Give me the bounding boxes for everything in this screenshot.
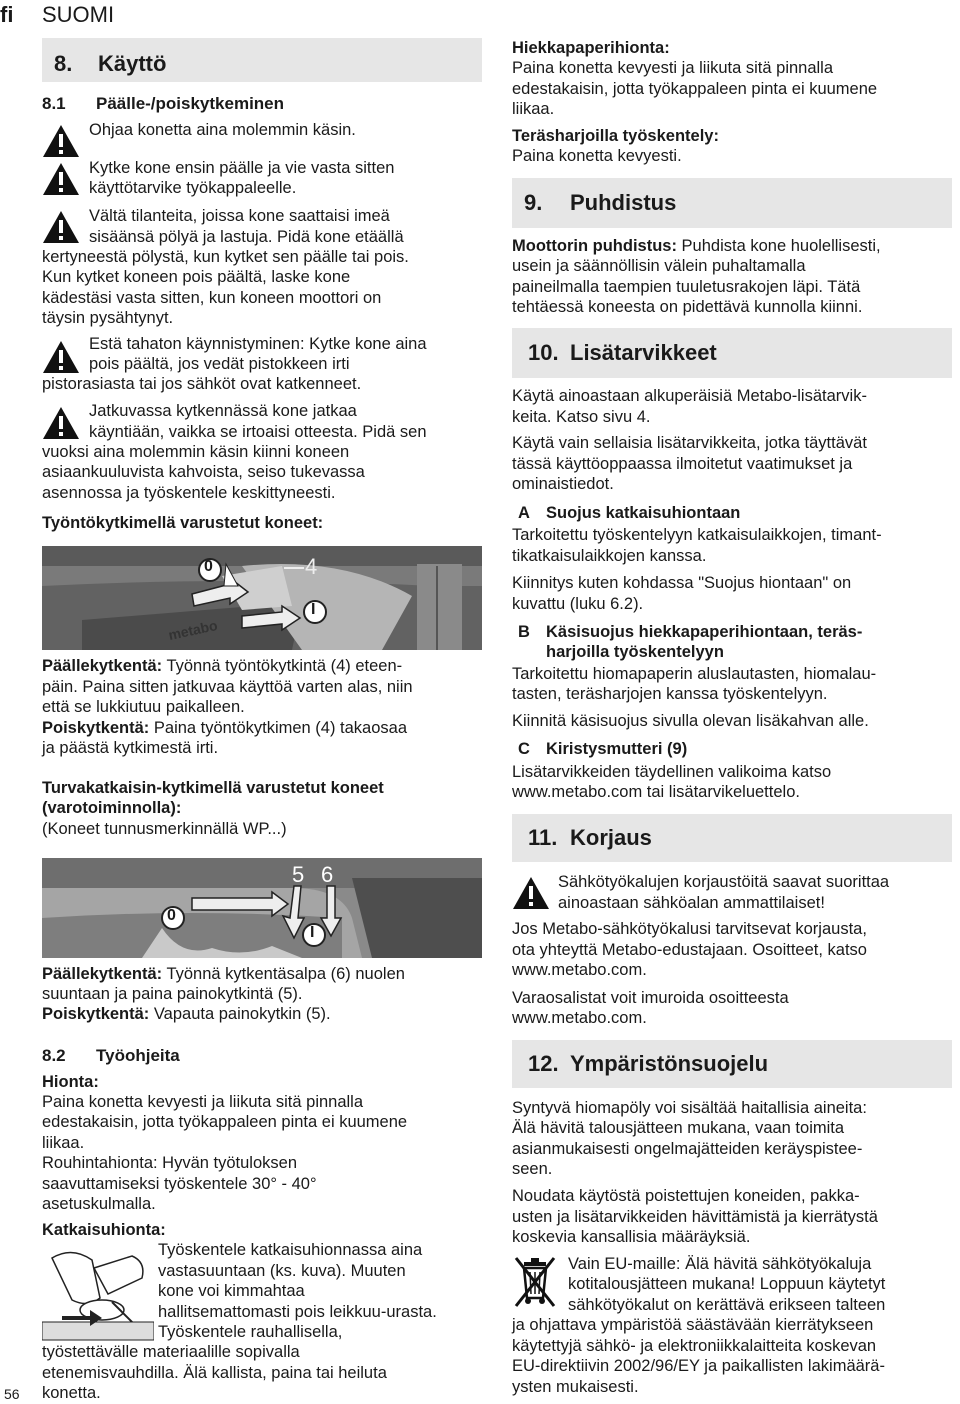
warning-text-5b: käyntiään, vaikka se irtoaisi otteesta. Pidä sen (89, 423, 427, 441)
accessory-a-text-3: Kiinnitys kuten kohdassa "Suojus hiontaan" on (512, 574, 852, 592)
latch-number-label: 6 (321, 862, 334, 887)
switch-number-label: 4 (305, 554, 318, 579)
motor-cleaning-text-2: usein ja säännöllisin välein puhaltamalla (512, 257, 806, 275)
text: Paina työntökytkimen (4) takaosaa (149, 719, 408, 737)
rough-grinding-text-2: saavuttamiseksi työskentele 30° - 40° (42, 1175, 317, 1193)
eu-notice-5: käytettyjä sähkö- ja elektroniikkalaitteita koskevan (512, 1337, 877, 1355)
language-code: fi (0, 2, 14, 27)
accessory-a-heading (518, 503, 740, 524)
safety-switch-heading-2: (varotoiminnolla): (42, 799, 182, 817)
off-symbol: 0 (167, 907, 176, 924)
accessory-b-text-2: tasten, teräsharjojen kanssa työskentelyyn. (512, 685, 828, 703)
subsection-8-1-number: 8.1 (42, 94, 66, 113)
subsection-8-2-title: Työohjeita (96, 1046, 180, 1065)
warning-text-4c: pistorasiasta tai jos sähköt ovat katkenneet. (42, 375, 362, 393)
warning-text-2b: käyttötarvike työkappaleelle. (89, 179, 297, 197)
section-9-heading (512, 178, 952, 228)
label: Päällekytkentä: (42, 657, 163, 675)
accessories-text-2: keita. Katso sivu 4. (512, 408, 651, 426)
cutting-text-2: vastasuuntaan (ks. kuva). Muuten (158, 1262, 406, 1280)
lever-number-label: 5 (292, 862, 305, 887)
section-number: 8. (54, 51, 73, 76)
cutting-heading: Katkaisuhionta: (42, 1221, 166, 1239)
warning-text-1: Ohjaa konetta aina molemmin käsin. (89, 121, 356, 139)
environment-text-4: seen. (512, 1160, 553, 1178)
warning-text-3e: kädestäsi vasta sitten, kun koneen moottori on (42, 289, 382, 307)
switch-on-text-1 (42, 656, 402, 677)
section-title: Käyttö (98, 51, 167, 76)
grinding-text-3: liikaa. (42, 1134, 85, 1152)
letter: A (518, 504, 530, 522)
text: Puhdista kone huolellisesti, (676, 237, 881, 255)
accessory-b-text-3: Kiinnitä käsisuojus sivulla olevan lisäkahvan alle. (512, 712, 869, 730)
section-title: Lisätarvikkeet (570, 340, 717, 365)
accessories-text-4: tässä käyttöoppaassa ilmoitetut vaatimukset ja (512, 455, 853, 473)
brand-logo: metabo (166, 616, 219, 644)
environment-text-7: koskevia kansallisia määräyksiä. (512, 1228, 751, 1246)
safety-switch-photo (42, 858, 482, 958)
accessory-a-text-4: kuvattu (luku 6.2). (512, 595, 644, 613)
accessory-c-text-2: www.metabo.com tai lisätarvikeluettelo. (512, 783, 800, 801)
accessory-b-heading-2: harjoilla työskentelyyn (546, 643, 724, 661)
warning-icon (42, 406, 80, 440)
eu-notice-2: kotitalousjätteen mukana! Loppuun käytetyt (568, 1275, 886, 1293)
title: Käsisuojus hiekkapaperihiontaan, teräs- (546, 623, 863, 641)
eu-notice-3: sähkötyökalut on kerättävä erikseen talteen (568, 1296, 886, 1314)
off-symbol: 0 (204, 558, 213, 575)
label: Poiskytkentä: (42, 719, 150, 737)
warning-text-3d: Kun kytket koneen pois päältä, laske kone (42, 268, 351, 286)
on-symbol: I (311, 601, 316, 618)
warning-icon (42, 162, 80, 196)
warning-text-5d: asiaankuuluvista kahvoista, seiso tukevassa (42, 463, 365, 481)
section-number: 10. (528, 340, 559, 365)
rough-grinding-text-1: Rouhintahionta: Hyvän työtuloksen (42, 1154, 297, 1172)
text: Työnnä kytkentäsalpa (6) nuolen (162, 965, 405, 983)
warning-icon (42, 124, 80, 158)
section-title: Puhdistus (570, 190, 677, 215)
safety-off-text (42, 1004, 331, 1025)
cutting-text-7: etenemisvauhdilla. Älä kallista, paina tai heiluta (42, 1364, 387, 1382)
title: Kiristysmutteri (9) (546, 740, 688, 758)
section-11-heading (512, 814, 952, 862)
safety-on-text-2: suuntaan ja paina painokytkintä (5). (42, 985, 303, 1003)
accessories-text-1: Käytä ainoastaan alkuperäisiä Metabo-lisätarvik- (512, 387, 867, 405)
slide-switch-photo (42, 546, 482, 650)
section-10-heading (512, 328, 952, 378)
repair-text-3: www.metabo.com. (512, 961, 647, 979)
grinding-text-2: edestakaisin, jotta työkappaleen pinta ei kuumene (42, 1113, 408, 1131)
switch-on-text-3: että se lukkiutuu paikalleen. (42, 698, 245, 716)
section-12-heading (512, 1040, 952, 1088)
warning-text-5e: asennossa ja työskentele keskittyneesti. (42, 484, 336, 502)
cutting-text-6: työstettävälle materiaalille sopivalla (42, 1343, 300, 1361)
warning-text-4b: pois päältä, jos vedät pistokkeen irti (89, 355, 350, 373)
sandpaper-text-1: Paina konetta kevyesti ja liikuta sitä pinnalla (512, 59, 834, 77)
page-number: 56 (4, 1386, 20, 1402)
accessories-text-5: ominaistiedot. (512, 475, 614, 493)
subsection-8-2-number: 8.2 (42, 1046, 66, 1065)
section-title: Korjaus (570, 825, 652, 850)
text: Työnnä työntökytkintä (4) eteen- (162, 657, 403, 675)
warning-icon (42, 210, 80, 244)
accessories-text-3: Käytä vain sellaisia lisätarvikkeita, jotka täyttävät (512, 434, 867, 452)
repair-text-4: Varaosalistat voit imuroida osoitteesta (512, 989, 789, 1007)
motor-cleaning-text-1 (512, 236, 881, 257)
warning-text-5a: Jatkuvassa kytkennässä kone jatkaa (89, 402, 357, 420)
eu-notice-7: ysten mukaisesti. (512, 1378, 639, 1396)
wire-brush-heading: Teräsharjoilla työskentely: (512, 127, 719, 145)
wire-brush-text: Paina konetta kevyesti. (512, 147, 682, 165)
environment-text-2: Älä hävitä talousjätteen mukana, vaan toimita (512, 1119, 845, 1137)
title: Suojus katkaisuhiontaan (546, 504, 741, 522)
eu-notice-4: ja ohjattava ympäristöä säästävään kierrätykseen (512, 1316, 874, 1334)
warning-text-2a: Kytke kone ensin päälle ja vie vasta sitten (89, 159, 395, 177)
label: Päällekytkentä: (42, 965, 163, 983)
rough-grinding-text-3: asetuskulmalla. (42, 1195, 156, 1213)
letter: B (518, 623, 530, 641)
cutting-text-8: konetta. (42, 1384, 101, 1402)
safety-switch-heading-1: Turvakatkaisin-kytkimellä varustetut koneet (42, 779, 384, 797)
text: Vapauta painokytkin (5). (149, 1005, 331, 1023)
eu-notice-6: EU-direktiivin 2002/96/EY ja paikallisten lakimäärä- (512, 1357, 885, 1375)
repair-text-1: Jos Metabo-sähkötyökalusi tarvitsevat korjausta, (512, 920, 867, 938)
switch-off-text-2: ja päästä kytkimestä irti. (42, 739, 219, 757)
repair-text-5: www.metabo.com. (512, 1009, 647, 1027)
warning-text-3f: täysin pysähtynyt. (42, 309, 174, 327)
accessory-a-text-2: tikatkaisulaikkojen kanssa. (512, 547, 707, 565)
accessory-c-text-1: Lisätarvikkeiden täydellinen valikoima katso (512, 763, 832, 781)
eu-notice-1: Vain EU-maille: Älä hävitä sähkötyökaluja (568, 1255, 872, 1273)
environment-text-3: asianmukaisesti ongelmajätteiden keräyspistee- (512, 1140, 863, 1158)
grinding-text-1: Paina konetta kevyesti ja liikuta sitä pinnalla (42, 1093, 364, 1111)
accessory-c-heading (518, 739, 687, 760)
environment-text-5: Noudata käytöstä poistettujen koneiden, pakka- (512, 1187, 860, 1205)
language-name: SUOMI (42, 2, 115, 27)
warning-text-4a: Estä tahaton käynnistyminen: Kytke kone aina (89, 335, 427, 353)
warning-icon (42, 340, 80, 374)
safety-on-text-1 (42, 964, 405, 985)
subsection-8-1-title: Päälle-/poiskytkeminen (96, 94, 285, 113)
sandpaper-text-2: edestakaisin, jotta työkappaleen pinta ei kuumene (512, 80, 878, 98)
warning-text-5c: vuoksi aina molemmin käsin kiinni koneen (42, 443, 350, 461)
label: Moottorin puhdistus: (512, 237, 677, 255)
label: Poiskytkentä: (42, 1005, 150, 1023)
sandpaper-text-3: liikaa. (512, 100, 555, 118)
environment-text-6: usten ja lisätarvikkeiden hävittämistä ja kierrätystä (512, 1208, 878, 1226)
sandpaper-heading: Hiekkapaperihionta: (512, 39, 670, 57)
accessory-a-text-1: Tarkoitettu työskentelyyn katkaisulaikkojen, timant- (512, 526, 882, 544)
cutting-text-3: kone voi kimmahtaa (158, 1282, 305, 1300)
letter: C (518, 740, 530, 758)
crossed-bin-icon (512, 1254, 558, 1310)
accessory-b-heading (518, 622, 862, 643)
warning-icon (512, 876, 550, 910)
motor-cleaning-text-3: paineilmalla taempien tuuletusrakojen läpi. Tätä (512, 278, 861, 296)
section-8-heading (42, 38, 482, 82)
warning-text-3b: sisäänsä pölyä ja lastuja. Pidä kone etäällä (89, 228, 404, 246)
repair-text-2: ota yhteyttä Metabo-edustajaan. Osoitteet, katso (512, 941, 867, 959)
safety-switch-note: (Koneet tunnusmerkinnällä WP...) (42, 820, 287, 838)
repair-warning-1: Sähkötyökalujen korjaustöitä saavat suorittaa (558, 873, 890, 891)
warning-text-3c: kertyneestä pölystä, kun kytket sen päälle tai pois. (42, 248, 409, 266)
section-number: 12. (528, 1051, 559, 1076)
switch-on-text-2: päin. Paina sitten jatkuvaa käyttöä varten alas, niin (42, 678, 413, 696)
environment-text-1: Syntyvä hiomapöly voi sisältää haitallisia aineita: (512, 1099, 867, 1117)
section-number: 11. (528, 825, 558, 850)
section-number: 9. (524, 190, 543, 215)
on-symbol: I (310, 924, 315, 941)
cutting-text-5: Työskentele rauhallisella, (158, 1323, 343, 1341)
switch-off-text-1 (42, 718, 407, 739)
motor-cleaning-text-4: tehtäessä koneesta on pidettävä kunnolla kiinni. (512, 298, 863, 316)
section-title: Ympäristönsuojelu (570, 1051, 769, 1076)
cutting-text-1: Työskentele katkaisuhionnassa aina (158, 1241, 423, 1259)
repair-warning-2: ainoastaan sähköalan ammattilaiset! (558, 894, 825, 912)
cutting-text-4: hallitsemattomasti pois leikkuu-urasta. (158, 1303, 437, 1321)
accessory-b-text-1: Tarkoitettu hiomapaperin aluslautasten, hiomalau- (512, 665, 877, 683)
warning-text-3a: Vältä tilanteita, joissa kone saattaisi imeä (89, 207, 390, 225)
push-switch-heading: Työntökytkimellä varustetut koneet: (42, 514, 324, 532)
grinding-heading: Hionta: (42, 1073, 99, 1091)
cutting-illustration (42, 1238, 154, 1342)
